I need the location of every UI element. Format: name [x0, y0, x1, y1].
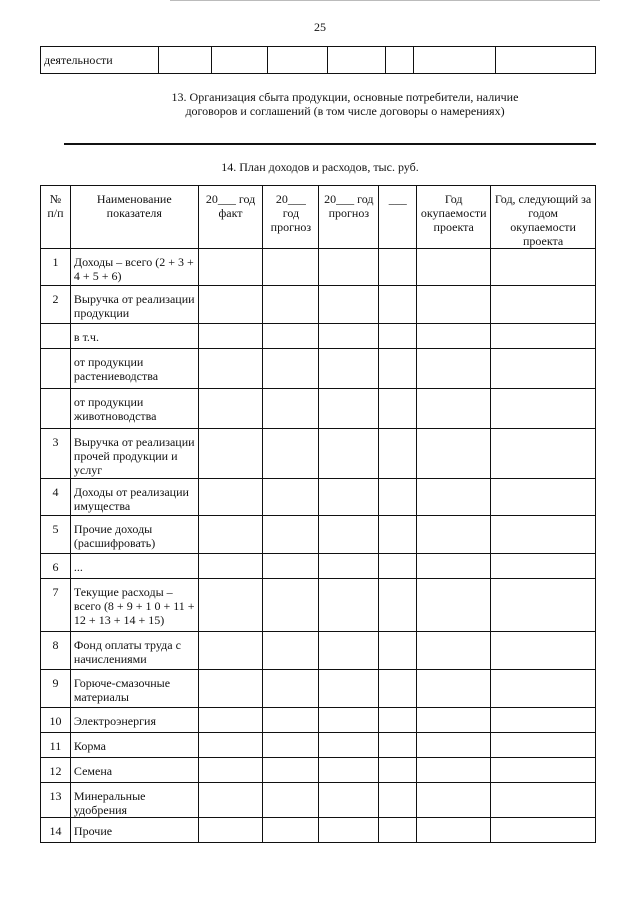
row-number: 7	[41, 579, 71, 632]
value-cell	[379, 349, 417, 389]
value-cell	[379, 783, 417, 818]
row-indicator-name: Минеральные удобрения	[70, 783, 198, 818]
value-cell	[263, 324, 319, 349]
value-cell	[379, 286, 417, 324]
value-cell	[417, 783, 491, 818]
header-year-forecast-2: 20___ год прогноз	[319, 186, 379, 249]
value-cell	[198, 249, 263, 286]
value-cell	[417, 389, 491, 429]
value-cell	[417, 670, 491, 708]
header-blank: ___	[379, 186, 417, 249]
value-cell	[417, 249, 491, 286]
table-row	[41, 733, 596, 758]
value-cell	[198, 818, 263, 843]
value-cell	[379, 429, 417, 479]
row-number: 6	[41, 554, 71, 579]
table-row	[41, 286, 596, 324]
value-cell	[491, 670, 596, 708]
value-cell	[417, 554, 491, 579]
value-cell	[198, 733, 263, 758]
table-row	[41, 47, 596, 74]
value-cell	[319, 324, 379, 349]
table-row	[41, 632, 596, 670]
header-after-payback-year: Год, следующий за годом окупаемости проекта	[491, 186, 596, 249]
value-cell	[198, 708, 263, 733]
value-cell	[319, 479, 379, 516]
table-row	[41, 479, 596, 516]
section-14-heading: 14. План доходов и расходов, тыс. руб.	[221, 160, 419, 174]
header-year-forecast-1: 20___ год прогноз	[263, 186, 319, 249]
value-cell	[319, 249, 379, 286]
value-cell	[379, 554, 417, 579]
value-cell	[491, 783, 596, 818]
value-cell	[417, 286, 491, 324]
value-cell	[263, 632, 319, 670]
value-cell	[379, 579, 417, 632]
table-row	[41, 579, 596, 632]
value-cell	[319, 708, 379, 733]
value-cell	[263, 554, 319, 579]
value-cell	[379, 818, 417, 843]
table-cell	[327, 47, 386, 74]
value-cell	[417, 479, 491, 516]
value-cell	[198, 286, 263, 324]
value-cell	[198, 389, 263, 429]
value-cell	[263, 249, 319, 286]
table-row	[41, 429, 596, 479]
value-cell	[198, 632, 263, 670]
value-cell	[263, 708, 319, 733]
row-number: 2	[41, 286, 71, 324]
row-number: 9	[41, 670, 71, 708]
table-row	[41, 324, 596, 349]
row-number: 14	[41, 818, 71, 843]
row-number: 8	[41, 632, 71, 670]
value-cell	[198, 429, 263, 479]
table-cell	[211, 47, 267, 74]
value-cell	[417, 429, 491, 479]
table-row	[41, 670, 596, 708]
row-number: 1	[41, 249, 71, 286]
row-number: 3	[41, 429, 71, 479]
value-cell	[491, 758, 596, 783]
table-row	[41, 349, 596, 389]
value-cell	[198, 579, 263, 632]
row-number	[41, 324, 71, 349]
value-cell	[319, 783, 379, 818]
row-number: 10	[41, 708, 71, 733]
table-row	[41, 783, 596, 818]
value-cell	[491, 349, 596, 389]
value-cell	[198, 670, 263, 708]
row-indicator-name: Электроэнергия	[70, 708, 198, 733]
row-number: 11	[41, 733, 71, 758]
value-cell	[263, 429, 319, 479]
value-cell	[263, 733, 319, 758]
value-cell	[319, 579, 379, 632]
value-cell	[491, 554, 596, 579]
table-row	[41, 758, 596, 783]
value-cell	[379, 249, 417, 286]
value-cell	[198, 554, 263, 579]
row-indicator-name: от продукции животноводства	[70, 389, 198, 429]
value-cell	[319, 758, 379, 783]
value-cell	[263, 349, 319, 389]
value-cell	[198, 349, 263, 389]
value-cell	[491, 708, 596, 733]
value-cell	[198, 758, 263, 783]
value-cell	[491, 579, 596, 632]
value-cell	[491, 516, 596, 554]
row-indicator-name: ...	[70, 554, 198, 579]
table-row	[41, 249, 596, 286]
row-indicator-name: в т.ч.	[70, 324, 198, 349]
value-cell	[379, 389, 417, 429]
value-cell	[379, 758, 417, 783]
value-cell	[491, 479, 596, 516]
row-indicator-name: Прочие доходы (расшифровать)	[70, 516, 198, 554]
table-cell	[414, 47, 496, 74]
value-cell	[379, 733, 417, 758]
row-number	[41, 349, 71, 389]
value-cell	[379, 324, 417, 349]
row-indicator-name: Выручка от реализации продукции	[70, 286, 198, 324]
table-row	[41, 554, 596, 579]
value-cell	[319, 286, 379, 324]
table-row	[41, 516, 596, 554]
row-number: 13	[41, 783, 71, 818]
value-cell	[491, 249, 596, 286]
value-cell	[417, 758, 491, 783]
row-indicator-name: Выручка от реализации прочей продукции и услуг	[70, 429, 198, 479]
value-cell	[263, 579, 319, 632]
page-number: 25	[314, 20, 326, 34]
value-cell	[198, 516, 263, 554]
table-cell	[158, 47, 211, 74]
value-cell	[198, 783, 263, 818]
value-cell	[491, 733, 596, 758]
header-year-fact: 20___ год факт	[198, 186, 263, 249]
header-payback-year: Год окупаемости проекта	[417, 186, 491, 249]
row-number: 4	[41, 479, 71, 516]
value-cell	[319, 389, 379, 429]
value-cell	[417, 632, 491, 670]
row-number: 5	[41, 516, 71, 554]
value-cell	[379, 670, 417, 708]
value-cell	[263, 818, 319, 843]
value-cell	[263, 758, 319, 783]
value-cell	[491, 324, 596, 349]
value-cell	[319, 632, 379, 670]
row-indicator-name: Доходы от реализации имущества	[70, 479, 198, 516]
table-cell	[267, 47, 327, 74]
value-cell	[379, 632, 417, 670]
value-cell	[319, 349, 379, 389]
value-cell	[491, 286, 596, 324]
value-cell	[417, 733, 491, 758]
section-13-answer-line	[64, 143, 596, 145]
header-number: № п/п	[41, 186, 71, 249]
row-number	[41, 389, 71, 429]
table-cell	[496, 47, 596, 74]
value-cell	[263, 516, 319, 554]
table-cell	[386, 47, 414, 74]
income-expense-table	[40, 185, 596, 843]
value-cell	[263, 783, 319, 818]
value-cell	[491, 429, 596, 479]
value-cell	[417, 516, 491, 554]
top-scan-line	[170, 0, 600, 1]
value-cell	[379, 516, 417, 554]
value-cell	[491, 818, 596, 843]
value-cell	[379, 708, 417, 733]
value-cell	[417, 349, 491, 389]
row-indicator-name: Доходы – всего (2 + 3 + 4 + 5 + 6)	[70, 249, 198, 286]
value-cell	[263, 479, 319, 516]
row-indicator-name: Фонд оплаты труда с начислениями	[70, 632, 198, 670]
value-cell	[263, 286, 319, 324]
header-indicator: Наименование показателя	[70, 186, 198, 249]
value-cell	[319, 429, 379, 479]
value-cell	[319, 670, 379, 708]
row-indicator-name: от продукции растениеводства	[70, 349, 198, 389]
value-cell	[198, 479, 263, 516]
row-indicator-name: Семена	[70, 758, 198, 783]
value-cell	[319, 554, 379, 579]
value-cell	[263, 670, 319, 708]
row-indicator-name: Горюче-смазочные материалы	[70, 670, 198, 708]
value-cell	[198, 324, 263, 349]
value-cell	[417, 324, 491, 349]
table-row	[41, 389, 596, 429]
value-cell	[417, 579, 491, 632]
table-row	[41, 818, 596, 843]
table-cell: деятельности	[41, 47, 159, 74]
value-cell	[319, 818, 379, 843]
row-number: 12	[41, 758, 71, 783]
previous-table-tail	[40, 46, 596, 74]
value-cell	[491, 389, 596, 429]
table-body	[41, 249, 596, 843]
value-cell	[319, 733, 379, 758]
value-cell	[263, 389, 319, 429]
row-indicator-name: Корма	[70, 733, 198, 758]
section-13-heading: 13. Организация сбыта продукции, основные потребители, наличие договоров и соглашений (в том числе договоры о намерениях)	[171, 90, 519, 118]
table-row	[41, 708, 596, 733]
value-cell	[491, 632, 596, 670]
value-cell	[379, 479, 417, 516]
row-indicator-name: Текущие расходы – всего (8 + 9 + 1 0 + 11 + 12 + 13 + 14 + 15)	[70, 579, 198, 632]
table-header-row	[41, 186, 596, 249]
row-indicator-name: Прочие	[70, 818, 198, 843]
value-cell	[417, 708, 491, 733]
value-cell	[319, 516, 379, 554]
value-cell	[417, 818, 491, 843]
